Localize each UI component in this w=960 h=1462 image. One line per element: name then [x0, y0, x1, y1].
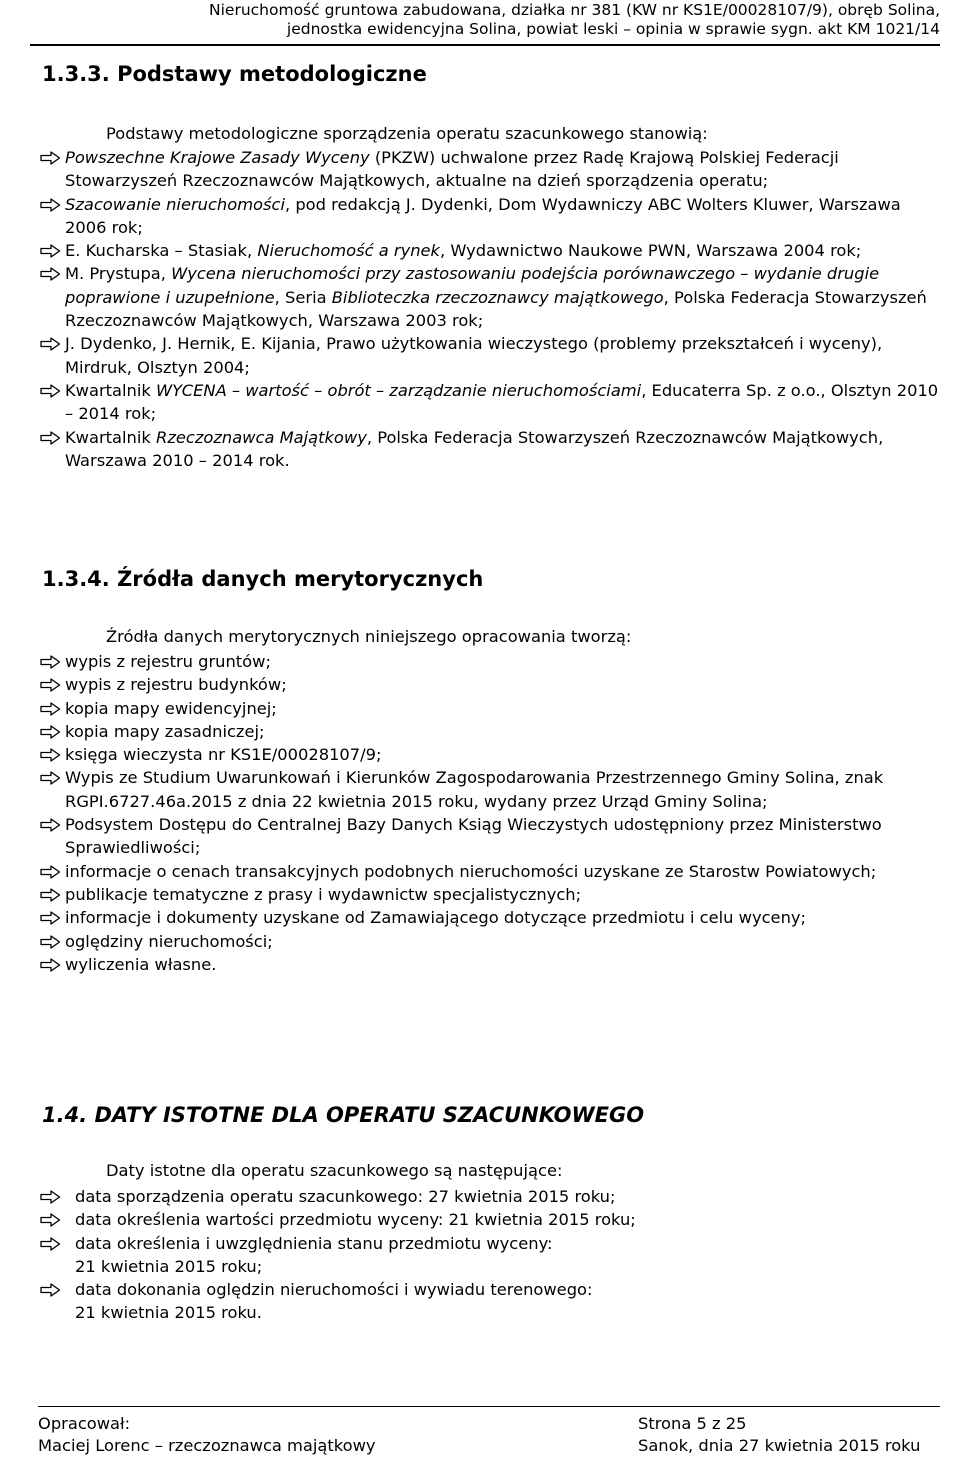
item-text: , Polska Federacja Stowarzyszeń Rzeczoznawców Majątkowych, Warszawa 2010 – 2014 rok. — [65, 427, 884, 470]
item-text: oględziny nieruchomości; — [65, 931, 273, 951]
list-item — [40, 650, 940, 673]
arrow-right-outline-icon — [40, 678, 61, 692]
item-italic: Nieruchomość a rynek — [257, 241, 440, 261]
header-line-1: Nieruchomość gruntowa zabudowana, działka nr 381 (KW nr KS1E/00028107/9), obręb Solina, — [209, 1, 940, 19]
list-item — [40, 743, 940, 766]
arrow-right-outline-icon — [40, 865, 61, 879]
list-item — [40, 1185, 940, 1208]
item-text: (PKZW) uchwalone przez Radę Krajową Polskiej Federacji Stowarzyszeń Rzeczoznawców Majątkowych, aktualne na dzień sporządzenia operatu; — [65, 148, 839, 191]
item-text: , Wydawnictwo Naukowe PWN, Warszawa 2004 rok; — [439, 241, 862, 261]
item-text: J. Dydenko, J. Hernik, E. Kijania, Prawo użytkowania wieczystego (problemy przekształceń i wyceny), Mirdruk, Olsztyn 2004; — [65, 334, 883, 377]
arrow-right-outline-icon — [40, 198, 61, 212]
arrow-right-outline-icon — [40, 337, 61, 351]
item-text: wypis z rejestru gruntów; — [65, 652, 271, 671]
list-item — [40, 720, 940, 743]
item-text: informacje i dokumenty uzyskane od Zamawiającego dotyczące przedmiotu i celu wyceny; — [65, 908, 807, 928]
list-item — [40, 193, 940, 240]
list-item — [40, 146, 940, 193]
item-text: E. Kucharska – Stasiak, — [65, 241, 258, 261]
arrow-right-outline-icon — [40, 1213, 61, 1227]
item-text: , Seria — [274, 287, 332, 307]
list-item — [40, 766, 940, 813]
arrow-right-outline-icon — [40, 655, 61, 669]
key-dates-list — [40, 1185, 940, 1325]
arrow-right-outline-icon — [40, 431, 61, 445]
list-item — [40, 262, 940, 332]
list-item — [40, 906, 940, 929]
section-intro-1-3-4: Źródła danych merytorycznych niniejszego opracowania tworzą: — [106, 627, 632, 646]
footer-place-date: Sanok, dnia 27 kwietnia 2015 roku — [638, 1436, 921, 1455]
list-item — [40, 953, 940, 976]
item-text: , Educaterra Sp. z o.o., Olsztyn 2010 – 2014 rok; — [65, 380, 939, 424]
item-text: Podsystem Dostępu do Centralnej Bazy Danych Ksiąg Wieczystych udostępniony przez Ministerstwo Sprawiedliwości; — [65, 815, 882, 858]
list-item — [40, 883, 940, 906]
section-title-1-4: 1.4. DATY ISTOTNE DLA OPERATU SZACUNKOWEGO — [42, 1103, 645, 1127]
item-text: kopia mapy zasadniczej; — [65, 721, 265, 741]
list-item — [40, 426, 940, 473]
arrow-right-outline-icon — [40, 818, 61, 832]
list-item — [40, 379, 940, 426]
footer-author-label: Opracował: — [38, 1414, 131, 1433]
section-title-1-3-3: 1.3.3. Podstawy metodologiczne — [42, 62, 427, 86]
arrow-right-outline-icon — [40, 748, 61, 762]
date-line: data określenia i uwzględnienia stanu przedmiotu wyceny: — [75, 1233, 553, 1253]
arrow-right-outline-icon — [40, 244, 61, 258]
arrow-right-outline-icon — [40, 1237, 61, 1251]
page-footer — [38, 1406, 940, 1457]
item-text: , pod redakcją J. Dydenki, Dom Wydawniczy ABC Wolters Kluwer, Warszawa 2006 rok; — [65, 194, 901, 237]
section-intro-1-4: Daty istotne dla operatu szacunkowego są następujące: — [106, 1161, 563, 1180]
date-line: 21 kwietnia 2015 roku. — [75, 1303, 262, 1323]
date-line: data sporządzenia operatu szacunkowego: 27 kwietnia 2015 roku; — [75, 1187, 616, 1206]
item-italic: Szacowanie nieruchomości — [65, 194, 285, 214]
item-italic: Biblioteczka rzeczoznawcy majątkowego — [331, 287, 664, 307]
item-text: Wypis ze Studium Uwarunkowań i Kierunków Zagospodarowania Przestrzennego Gminy Solina, znak RGPI.6727.46a.2015 z dnia 22 kwietnia 2015 roku, wydany przez Urząd Gminy Solina; — [65, 768, 884, 811]
page-header — [30, 0, 940, 46]
arrow-right-outline-icon — [40, 911, 61, 925]
item-italic: WYCENA – wartość – obrót – zarządzanie nieruchomościami — [156, 380, 642, 400]
arrow-right-outline-icon — [40, 958, 61, 972]
list-item — [40, 1232, 940, 1279]
arrow-right-outline-icon — [40, 1190, 61, 1204]
arrow-right-outline-icon — [40, 935, 61, 949]
list-item — [40, 813, 940, 860]
item-text: wyliczenia własne. — [65, 954, 217, 974]
list-item — [40, 930, 940, 953]
arrow-right-outline-icon — [40, 888, 61, 902]
arrow-right-outline-icon — [40, 771, 61, 785]
item-italic: Rzeczoznawca Majątkowy — [156, 427, 367, 447]
item-text: Kwartalnik — [65, 427, 156, 447]
footer-page-number: Strona 5 z 25 — [638, 1414, 747, 1433]
item-text: , Polska Federacja Stowarzyszeń Rzeczoznawców Majątkowych, Warszawa 2003 rok; — [65, 287, 927, 331]
item-text: informacje o cenach transakcyjnych podobnych nieruchomości uzyskane ze Starostw Powiatowych; — [65, 861, 877, 881]
arrow-right-outline-icon — [40, 151, 61, 165]
item-italic: Powszechne Krajowe Zasady Wyceny — [65, 148, 370, 167]
item-text: Kwartalnik — [65, 380, 156, 400]
item-text: wypis z rejestru budynków; — [65, 675, 287, 695]
list-item — [40, 332, 940, 379]
item-text: M. Prystupa, — [65, 264, 172, 284]
date-line: data określenia wartości przedmiotu wyceny: 21 kwietnia 2015 roku; — [75, 1210, 636, 1230]
list-item — [40, 1208, 940, 1231]
item-text: księga wieczysta nr KS1E/00028107/9; — [65, 745, 382, 765]
arrow-right-outline-icon — [40, 725, 61, 739]
item-text: kopia mapy ewidencyjnej; — [65, 698, 277, 718]
section-title-1-3-4: 1.3.4. Źródła danych merytorycznych — [42, 567, 484, 591]
arrow-right-outline-icon — [40, 1283, 61, 1297]
list-item — [40, 860, 940, 883]
date-line: data dokonania oględzin nieruchomości i wywiadu terenowego: — [75, 1280, 593, 1300]
arrow-right-outline-icon — [40, 384, 61, 398]
arrow-right-outline-icon — [40, 267, 61, 281]
list-item — [40, 1278, 940, 1325]
list-item — [40, 673, 940, 696]
data-sources-list — [40, 650, 940, 976]
list-item — [40, 239, 940, 262]
footer-author-name: Maciej Lorenc – rzeczoznawca majątkowy — [38, 1436, 376, 1455]
methodology-list — [40, 146, 940, 472]
section-intro-1-3-3: Podstawy metodologiczne sporządzenia operatu szacunkowego stanowią: — [106, 124, 708, 143]
item-italic: Wycena nieruchomości przy zastosowaniu podejścia porównawczego – wydanie drugie poprawione i uzupełnione — [65, 264, 880, 307]
date-line: 21 kwietnia 2015 roku; — [75, 1256, 263, 1276]
arrow-right-outline-icon — [40, 702, 61, 716]
list-item — [40, 697, 940, 720]
header-line-2: jednostka ewidencyjna Solina, powiat leski – opinia w sprawie sygn. akt KM 1021/14 — [286, 20, 940, 38]
item-text: publikacje tematyczne z prasy i wydawnictw specjalistycznych; — [65, 884, 582, 904]
